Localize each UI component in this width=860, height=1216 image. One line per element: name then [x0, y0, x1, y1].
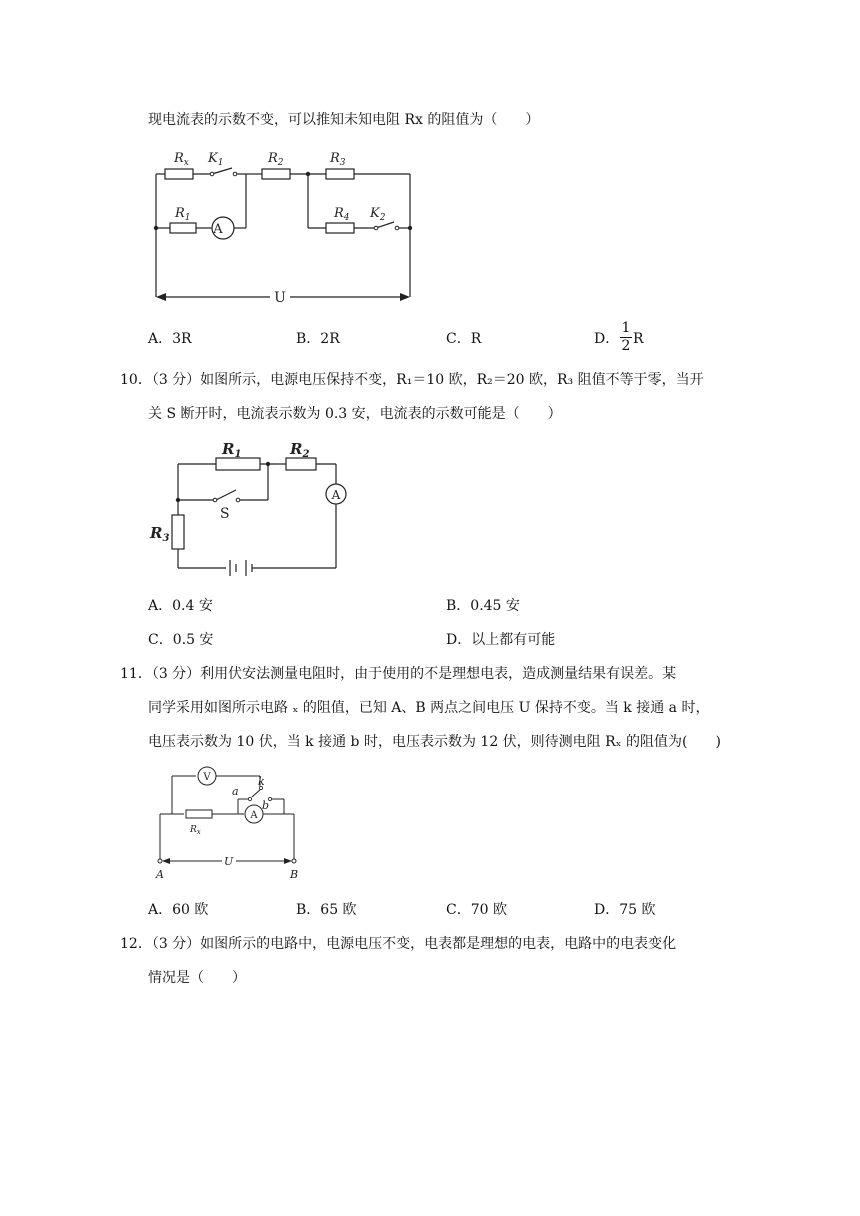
label-s: S — [220, 506, 230, 522]
resistor-rx — [165, 169, 193, 179]
q9-option-c[interactable]: C．R — [446, 331, 482, 347]
switch-k1 — [212, 168, 232, 174]
q9-option-a[interactable]: A．3R — [148, 331, 192, 347]
q10-option-d[interactable]: D．以上都有可能 — [446, 632, 556, 648]
label-r2: $R_2$ — [290, 440, 310, 460]
label-k2: $K_2$ — [370, 206, 386, 223]
label-r2: $R_2$ — [268, 151, 284, 168]
resistor-r1 — [170, 223, 196, 233]
q10-option-a[interactable]: A．0.4 安 — [148, 598, 213, 614]
u-arrow-right — [400, 293, 410, 301]
label-b: b — [262, 799, 270, 812]
q9-option-d[interactable]: D． — [594, 331, 620, 347]
q12-stem-line2: 情况是（ ） — [148, 970, 246, 986]
q10-stem-line2: 关 S 断开时，电流表示数为 0.3 安，电流表的示数可能是（ ） — [148, 406, 562, 422]
resistor-rx — [186, 810, 212, 818]
q11-stem-line3: 电压表示数为 10 伏，当 k 接通 b 时，电压表示数为 12 伏，则待测电阻 Rₓ 的阻值为( ) — [148, 734, 721, 750]
q9-option-d-unit: R — [633, 331, 644, 347]
q10-option-c[interactable]: C．0.5 安 — [148, 632, 214, 648]
label-point-b: B — [290, 868, 299, 881]
switch-s — [216, 490, 236, 500]
q10-stem-line1: 10．（3 分）如图所示，电源电压保持不变，R₁＝10 欧，R₂＝20 欧，R₃ 阻值不等于零，当开 — [120, 372, 704, 388]
q11-stem-line1: 11．（3 分）利用伏安法测量电阻时，由于使用的不是理想电表，造成测量结果有误差。某 — [120, 666, 677, 682]
fraction-numerator: 1 — [621, 320, 631, 336]
label-r4: $R_4$ — [334, 206, 350, 223]
label-a: a — [232, 785, 239, 798]
label-r1: $R_1$ — [175, 206, 191, 223]
q11-stem-line2: 同学采用如图所示电路 ₓ 的阻值，已知 A、B 两点之间电压 U 保持不变。当 k 接通 a 时， — [148, 700, 710, 716]
ammeter-label: A — [331, 488, 341, 502]
q10-option-b[interactable]: B．0.45 安 — [446, 598, 520, 614]
label-point-a: A — [156, 868, 164, 881]
label-k1: $K_1$ — [208, 151, 224, 168]
label-u: U — [274, 290, 286, 306]
q9-circuit-figure — [148, 145, 418, 310]
q11-option-c[interactable]: C．70 欧 — [446, 902, 507, 918]
q11-option-d[interactable]: D．75 欧 — [594, 902, 656, 918]
q9-option-d-fraction — [620, 320, 632, 355]
resistor-r2 — [286, 458, 316, 470]
label-r3: $R_3$ — [150, 524, 170, 544]
label-rx: $R_x$ — [174, 151, 189, 168]
ammeter-label: A — [250, 810, 258, 821]
resistor-r2 — [262, 169, 290, 179]
label-k: k — [258, 775, 265, 788]
label-r1: $R_1$ — [222, 440, 242, 460]
q9-stem: 现电流表的示数不变，可以推知未知电阻 Rx 的阻值为（ ） — [148, 112, 540, 128]
q9-option-b[interactable]: B．2R — [296, 331, 340, 347]
q10-circuit-figure — [148, 438, 368, 580]
label-rx: $R_x$ — [190, 825, 201, 836]
q11-circuit-figure — [148, 764, 318, 884]
switch-k — [252, 789, 261, 797]
voltmeter-label: V — [203, 772, 211, 783]
label-u: U — [224, 855, 234, 868]
q11-option-b[interactable]: B．65 欧 — [296, 902, 357, 918]
q12-stem-line1: 12．（3 分）如图所示的电路中，电源电压不变，电表都是理想的电表，电路中的电表变化 — [120, 936, 677, 952]
resistor-r4 — [326, 223, 354, 233]
resistor-r3 — [326, 169, 354, 179]
fraction-denominator: 2 — [621, 338, 631, 354]
label-r3: $R_3$ — [330, 151, 346, 168]
u-arrow-left — [156, 293, 166, 301]
q11-option-a[interactable]: A．60 欧 — [148, 902, 209, 918]
resistor-r3 — [172, 515, 184, 549]
ammeter-label: A — [213, 222, 223, 237]
